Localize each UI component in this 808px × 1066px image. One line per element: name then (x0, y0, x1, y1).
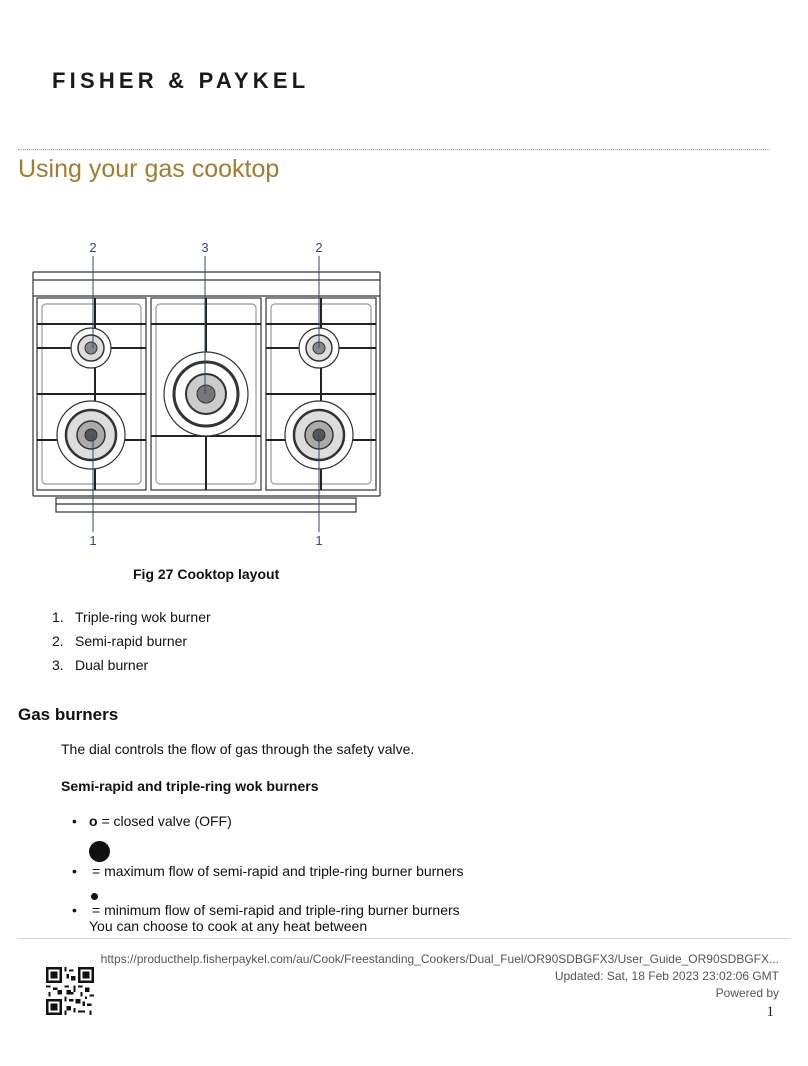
header-divider (18, 149, 770, 150)
callout-top-1: 2 (89, 240, 97, 255)
footer-updated: Updated: Sat, 18 Feb 2023 23:02:06 GMT (554, 969, 779, 983)
bullet-char: • (72, 863, 77, 879)
small-flame-dot-icon (91, 893, 98, 900)
bullet-item-min (72, 902, 460, 918)
bullet-text: = closed valve (OFF) (97, 813, 232, 829)
list-text: Triple-ring wok burner (75, 609, 211, 625)
footer-divider (18, 938, 790, 939)
list-text: Semi-rapid burner (75, 633, 188, 649)
bullet-item-max (72, 863, 464, 879)
list-number: 3. (52, 657, 64, 673)
bullet-text: = maximum flow of semi-rapid and triple-ring burner burners (92, 863, 464, 879)
section-intro: The dial controls the flow of gas through the safety valve. (61, 741, 415, 757)
qr-code-icon[interactable] (46, 967, 94, 1015)
off-symbol: o (89, 813, 98, 829)
brand-logo: FISHER & PAYKEL (52, 68, 310, 93)
callout-bottom-2: 1 (315, 533, 323, 548)
list-item (52, 654, 211, 678)
page-title: Using your gas cooktop (18, 155, 280, 183)
footer-powered-by: Powered by (715, 986, 779, 1000)
list-text: Dual burner (75, 657, 149, 673)
bullet-char: • (72, 813, 77, 829)
figure-caption: Fig 27 Cooktop layout (133, 566, 280, 582)
section-subheading: Semi-rapid and triple-ring wok burners (61, 778, 319, 794)
list-item (52, 606, 211, 630)
callout-top-2: 3 (201, 240, 209, 255)
callout-top-3: 2 (315, 240, 323, 255)
bullet-text: = minimum flow of semi-rapid and triple-ring burner burners (92, 902, 460, 918)
cooktop-layout-figure (28, 236, 388, 552)
footer-url-link[interactable]: https://producthelp.fisherpaykel.com/au/Cook/Freestanding_Cookers/Dual_Fuel/OR90SDBGFX3/User_Guide_OR90SDBGFX... (100, 952, 779, 966)
section-heading: Gas burners (18, 705, 119, 724)
callout-bottom-1: 1 (89, 533, 97, 548)
list-item (52, 630, 211, 654)
bullet-item-off (72, 813, 232, 829)
large-flame-dot-icon (89, 841, 110, 862)
list-number: 1. (52, 609, 64, 625)
page-number: 1 (766, 1004, 774, 1020)
bullet-continuation: You can choose to cook at any heat between (89, 918, 368, 934)
burner-legend-list (52, 606, 211, 678)
list-number: 2. (52, 633, 64, 649)
bullet-char: • (72, 902, 77, 918)
